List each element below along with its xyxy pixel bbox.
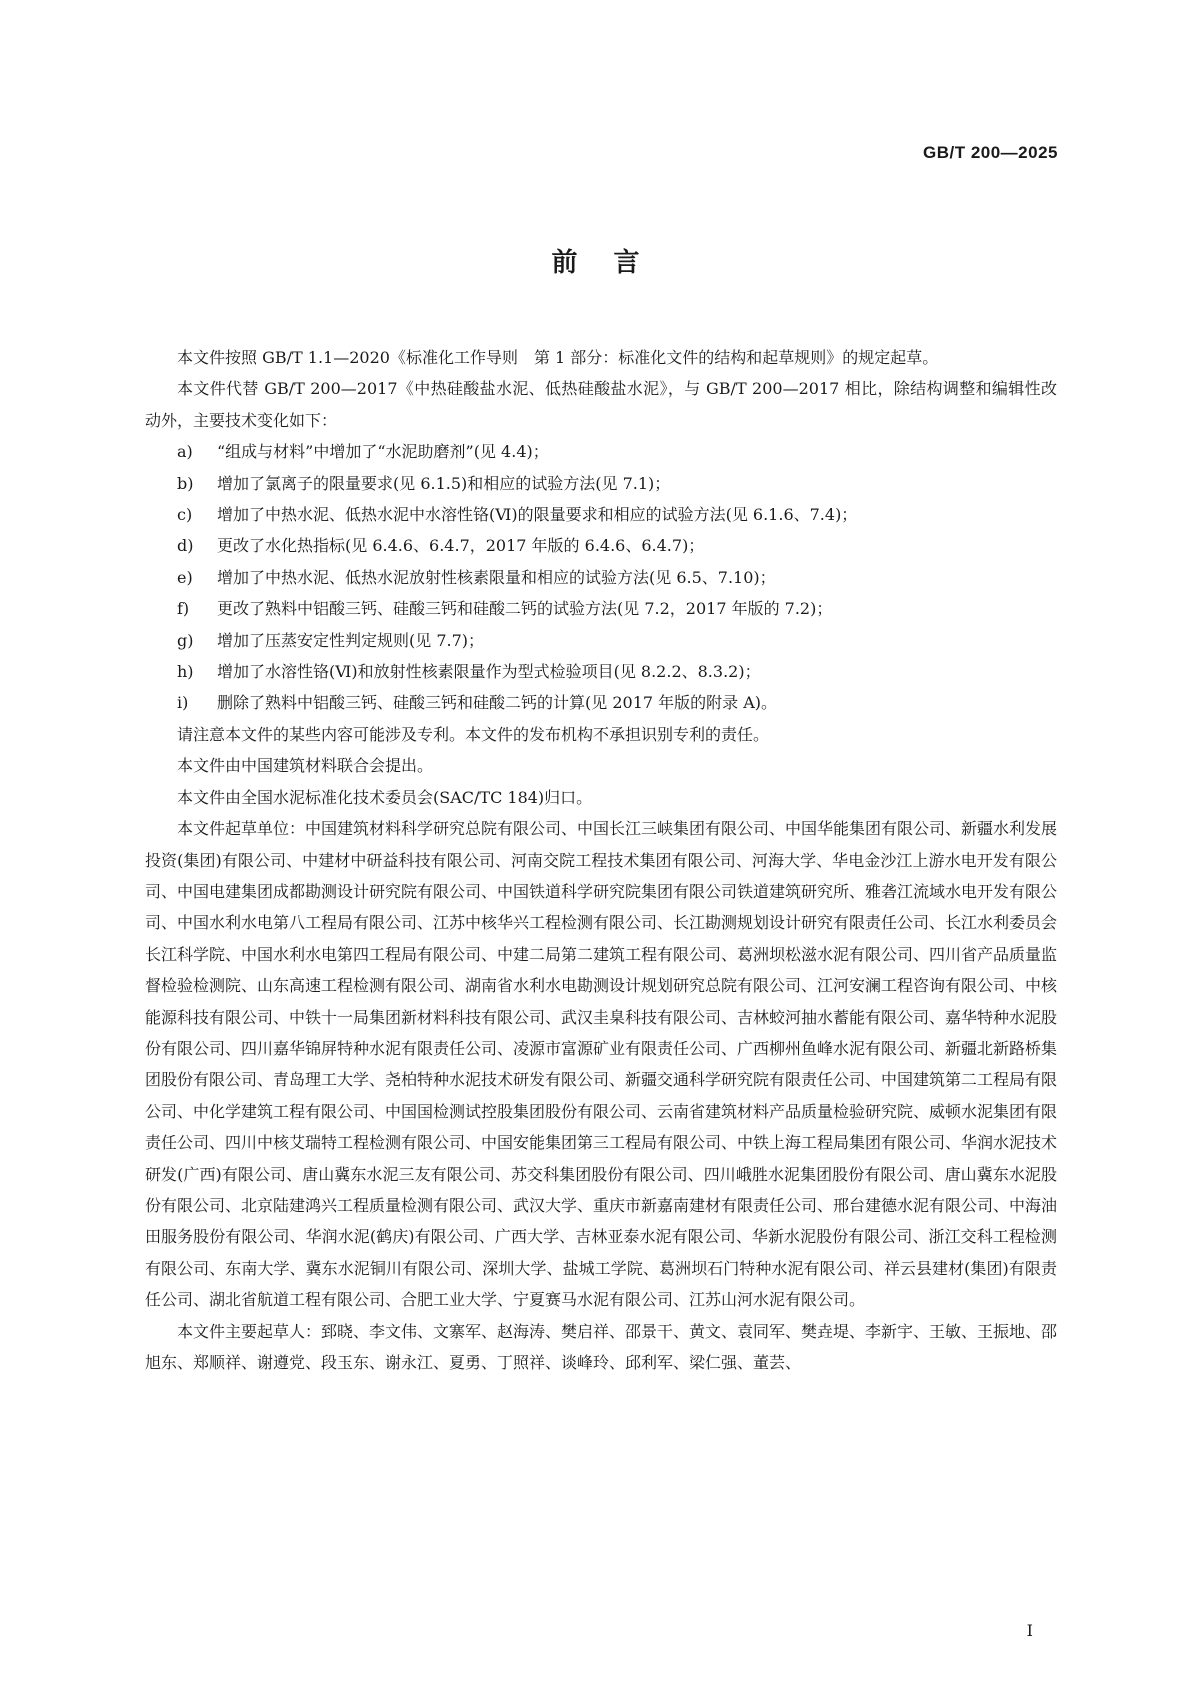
paragraph-drafting-units: 本文件起草单位：中国建筑材料科学研究总院有限公司、中国长江三峡集团有限公司、中国华能集团有限公司、新疆水利发展投资(集团)有限公司、中建材中研益科技有限公司、河南交院工程技术集团有限公司、河海大学、华电金沙江上游水电开发有限公司、中国电建集团成都勘测设计研究院有限公司、中国铁道科学研究院集团有限公司铁道建筑研究所、雅砻江流域水电开发有限公司、中国水利水电第八工程局有限公司、江苏中核华兴工程检测有限公司、长江勘测规划设计研究有限责任公司、长江水利委员会长江科学院、中国水利水电第四工程局有限公司、中建二局第二建筑工程有限公司、葛洲坝松滋水泥有限公司、四川省产品质量监督检验检测院、山东高速工程检测有限公司、湖南省水利水电勘测设计规划研究总院有限公司、江河安澜工程咨询有限公司、中核能源科技有限公司、中铁十一局集团新材料科技有限公司、武汉圭臬科技有限公司、吉林蛟河抽水蓄能有限公司、嘉华特种水泥股份有限公司、四川嘉华锦屏特种水泥有限责任公司、凌源市富源矿业有限责任公司、广西柳州鱼峰水泥有限公司、新疆北新路桥集团股份有限公司、青岛理工大学、尧柏特种水泥技术研发有限公司、新疆交通科学研究院有限责任公司、中国建筑第二工程局有限公司、中化学建筑工程有限公司、中国国检测试控股集团股份有限公司、云南省建筑材料产品质量检验研究院、威顿水泥集团有限责任公司、四川中核艾瑞特工程检测有限公司、中国安能集团第三工程局有限公司、中铁上海工程局集团有限公司、华润水泥技术研发(广西)有限公司、唐山冀东水泥三友有限公司、苏交科集团股份有限公司、四川峨胜水泥集团股份有限公司、唐山冀东水泥股份有限公司、北京陆建鸿兴工程质量检测有限公司、武汉大学、重庆市新嘉南建材有限责任公司、邢台建德水泥有限公司、中海油田服务股份有限公司、华润水泥(鹤庆)有限公司、广西大学、吉林亚泰水泥有限公司、华新水泥股份有限公司、浙江交科工程检测有限公司、东南大学、冀东水泥铜川有限公司、深圳大学、盐城工学院、葛洲坝石门特种水泥有限公司、祥云县建材(集团)有限责任公司、湖北省航道工程有限公司、合肥工业大学、宁夏赛马水泥有限公司、江苏山河水泥有限公司。 <box>145 819 1058 1310</box>
list-marker: f) <box>177 599 190 619</box>
paragraph-drafting-rules: 本文件按照 GB/T 1.1—2020《标准化工作导则 第 1 部分：标准化文件的结构和起草规则》的规定起草。 <box>177 348 939 367</box>
list-marker: d) <box>177 536 194 556</box>
list-text: 更改了熟料中铝酸三钙、硅酸三钙和硅酸二钙的试验方法(见 7.2，2017 年版的 7.2)； <box>217 599 833 619</box>
list-marker: b) <box>177 473 194 493</box>
list-text: 增加了中热水泥、低热水泥中水溶性铬(Ⅵ)的限量要求和相应的试验方法(见 6.1.6、7.4)； <box>217 505 858 525</box>
list-item <box>145 530 1057 561</box>
list-text: 删除了熟料中铝酸三钙、硅酸三钙和硅酸二钙的计算(见 2017 年版的附录 A)。 <box>217 693 778 713</box>
list-text: 增加了水溶性铬(Ⅵ)和放射性核素限量作为型式检验项目(见 8.2.2、8.3.2)； <box>217 662 761 682</box>
list-item <box>145 436 1057 467</box>
list-marker: c) <box>177 505 193 525</box>
list-item <box>145 593 1057 624</box>
list-marker: e) <box>177 567 193 587</box>
list-marker: h) <box>177 662 194 682</box>
list-text: 更改了水化热指标(见 6.4.6、6.4.7，2017 年版的 6.4.6、6.4.7)； <box>217 536 705 556</box>
list-item <box>145 562 1057 593</box>
preface-body <box>145 342 1057 1378</box>
list-text: 增加了氯离子的限量要求(见 6.1.5)和相应的试验方法(见 7.1)； <box>217 473 671 493</box>
list-marker: g) <box>177 630 194 650</box>
standard-code: GB/T 200—2025 <box>922 143 1058 162</box>
paragraph-patent-notice: 请注意本文件的某些内容可能涉及专利。本文件的发布机构不承担识别专利的责任。 <box>177 724 770 744</box>
list-item <box>145 656 1057 687</box>
list-marker: i) <box>177 693 189 713</box>
list-item <box>145 468 1057 499</box>
page-number: I <box>1026 1621 1033 1640</box>
list-item <box>145 687 1057 718</box>
list-text: 增加了中热水泥、低热水泥放射性核素限量和相应的试验方法(见 6.5、7.10)； <box>217 567 776 587</box>
paragraph-proposer: 本文件由中国建筑材料联合会提出。 <box>177 756 434 776</box>
list-text: 增加了压蒸安定性判定规则(见 7.7)； <box>217 630 485 650</box>
paragraph-drafters: 本文件主要起草人：郅晓、李文伟、文寨军、赵海涛、樊启祥、邵景干、黄文、袁同军、樊垚堤、李新宇、王敏、王振地、邵旭东、郑顺祥、谢遵党、段玉东、谢永江、夏勇、丁照祥、谈峰玲、邱利军、梁仁强、董芸、 <box>145 1321 1058 1372</box>
list-marker: a) <box>177 442 193 462</box>
paragraph-centralized: 本文件由全国水泥标准化技术委员会(SAC/TC 184)归口。 <box>177 787 593 807</box>
paragraph-replacement: 本文件代替 GB/T 200—2017《中热硅酸盐水泥、低热硅酸盐水泥》，与 GB/T 200—2017 相比，除结构调整和编辑性改动外，主要技术变化如下： <box>145 379 1057 430</box>
page-title: 前言 <box>551 248 676 278</box>
list-item <box>145 499 1057 530</box>
list-item <box>145 625 1057 656</box>
list-text: “组成与材料”中增加了“水泥助磨剂”(见 4.4)； <box>217 442 549 462</box>
